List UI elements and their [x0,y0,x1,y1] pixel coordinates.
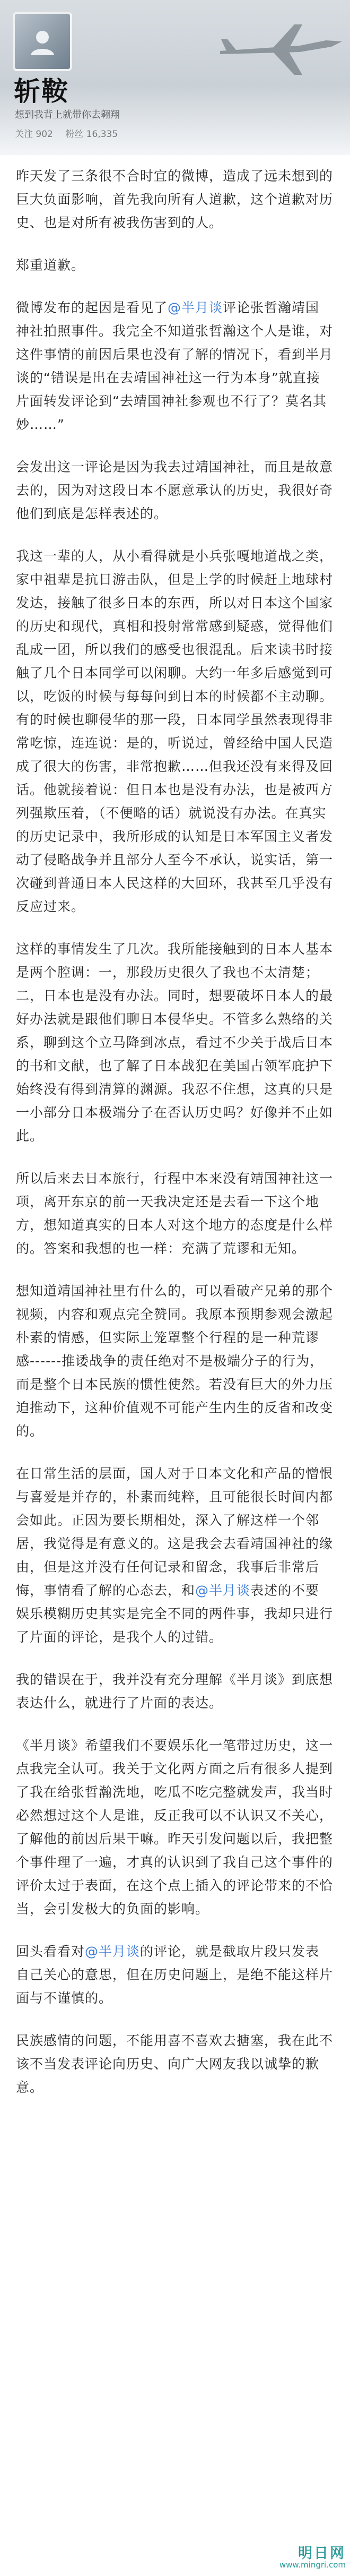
paragraph-text: 我这一辈的人，从小看得就是小兵张嘎地道战之类，家中祖辈是抗日游击队，但是上学的时候赶上地球村发达，接触了很多日本的东西，所以对日本这个国家的历史和现代，真相和投射常常感到疑惑，觉得他们乱成一团，所以我们的感受也很混乱。后来读书时接触了几个日本同学可以闲聊。大约一年多后感觉到可以，吃饭的时候与每每问到日本的时候都不主动聊。有的时候也聊侵华的那一段，日本同学虽然表现得非常吃惊，连连说：是的，听说过，曾经给中国人民造成了很大的伤害，非常抱歉……但我还没有来得及回话。他就接着说：但日本也是没有办法，也是被西方列强欺压着，（不便略的话）就说没有办法。在真实的历史记录中，我所形成的认知是日本军国主义者发动了侵略战争并且部分人至今不承认，说实话，第一次碰到普通日本人民这样的大回环，我甚至几乎没有反应过来。 [16,548,334,914]
article-paragraph [16,1167,333,1260]
paragraph-text: 郑重道歉。 [16,257,85,273]
paragraph-text: 会发出这一评论是因为我去过靖国神社，而且是故意去的，因为对这段日本不愿意承认的历史，我很好奇他们到底是怎样表述的。 [16,459,334,521]
paragraph-text: 在日常生活的层面，国人对于日本文化和产品的憎恨与喜爱是并存的，朴素而纯粹，且可能很长时间内都会如此。正因为要长期相处，深入了解这样一个邻居，我觉得是有意义的。这是我会去看靖国神社的缘由，但是这并没有任何记录和留念，我事后非常后悔，事情看了解的心态去，和 [16,1466,334,1598]
paragraph-text: 评论张哲瀚靖国神社拍照事件。我完全不知道张哲瀚这个人是谁，对这件事情的前因后果也没有了解的情况下，看到半月谈的“错误是出在去靖国神社这一行为本身”就直接片面转发评论到“去靖国神社参观也不行了？莫名其妙……” [16,300,334,432]
article-paragraph [16,165,333,235]
avatar[interactable] [13,12,72,71]
mention-link[interactable]: @半月谈 [195,1583,251,1598]
article-paragraph [16,1940,333,2010]
profile-header [0,0,350,155]
article-paragraph [16,2029,333,2099]
paragraph-text: 民族感情的问题，不能用喜不喜欢去搪塞，我在此不该不当发表评论向历史、向广大网友我以诚挚的歉意。 [16,2033,334,2095]
paragraph-text: 微博发布的起因是看见了 [16,300,168,315]
paragraph-text: 的评论，就是截取片段只发表自己关心的意思，但在历史问题上，是绝不能这样片面与不谨慎的。 [16,1944,334,2006]
site-watermark [279,2546,346,2570]
profile-stats [15,126,118,140]
follower-count[interactable]: 粉丝 16,335 [65,129,118,140]
article-paragraph [16,1734,333,1921]
paragraph-text: 回头看看对 [16,1944,85,1959]
article-paragraph [16,545,333,918]
apology-article [0,155,350,2099]
paragraph-text: 《半月谈》希望我们不要娱乐化一笔带过历史，这一点我完全认可。我关于文化两方面之后有很多人提到了我在给张哲瀚洗地，吃瓜不吃完整就发声，我当时必然想过这个人是谁，反正我可以不认识又不关心，了解他的前因后果干嘛。昨天引发问题以后，我把整个事件理了一遍，才真的认识到了我自己这个事件的评价太过于表面，在这个点上插入的评论带来的不恰当，会引发极大的负面的影响。 [16,1738,334,1917]
paragraph-text: 表述的不要娱乐模糊历史其实是完全不同的两件事，我却只进行了片面的评论，是我个人的过错。 [16,1583,334,1645]
following-count[interactable]: 关注 902 [15,129,53,140]
article-paragraph [16,456,333,526]
paragraph-text: 所以后来去日本旅行，行程中本来没有靖国神社这一项，离开东京的前一天我决定还是去看一下这个地方，想知道真实的日本人对这个地方的态度是什么样的。答案和我想的也一样：充满了荒谬和无知。 [16,1171,334,1256]
profile-bio: 想到我背上就带你去翱翔 [15,109,120,121]
mention-link[interactable]: @半月谈 [85,1944,141,1959]
watermark-url: www.mingri.com [279,2560,346,2570]
article-paragraph [16,1462,333,1649]
mention-link[interactable]: @半月谈 [168,300,223,315]
airplane-header-art [215,8,347,88]
article-paragraph [16,254,333,277]
paragraph-text: 这样的事情发生了几次。我所能接触到的日本人基本是两个腔调：一，那段历史很久了我也不太清楚；二，日本也是没有办法。同时，想要破坏日本人的最好办法就是跟他们聊日本侵华史。不管多么熟络的关系，聊到这个立马降到冰点，看过不少关于战后日本的书和文献，也了解了日本战犯在美国占领军庇护下始终没有得到清算的渊源。我忍不住想，这真的只是一小部分日本极端分子在否认历史吗？好像并不止如此。 [16,941,334,1144]
user-avatar-icon [27,25,58,57]
article-paragraph [16,1668,333,1715]
paragraph-text: 我的错误在于，我并没有充分理解《半月谈》到底想表达什么，就进行了片面的表达。 [16,1672,334,1711]
article-paragraph [16,296,333,436]
profile-name: 斩鞍 [14,76,69,107]
watermark-title: 明日网 [298,2545,346,2562]
paragraph-text: 想知道靖国神社里有什么的，可以看破产兄弟的那个视频，内容和观点完全赞同。我原本预期参观会激起朴素的情感，但实际上笼罩整个行程的是一种荒谬感------推诿战争的责任绝对不是极端分子的行为，而是整个日本民族的惯性使然。若没有巨大的外力压迫推动下，这种价值观不可能产生内生的反省和改变的。 [16,1283,334,1439]
article-paragraph [16,1280,333,1443]
paragraph-text: 昨天发了三条很不合时宜的微博，造成了远未想到的巨大负面影响，首先我向所有人道歉，这个道歉对历史、也是对所有被我伤害到的人。 [16,168,334,230]
article-paragraph [16,938,333,1148]
